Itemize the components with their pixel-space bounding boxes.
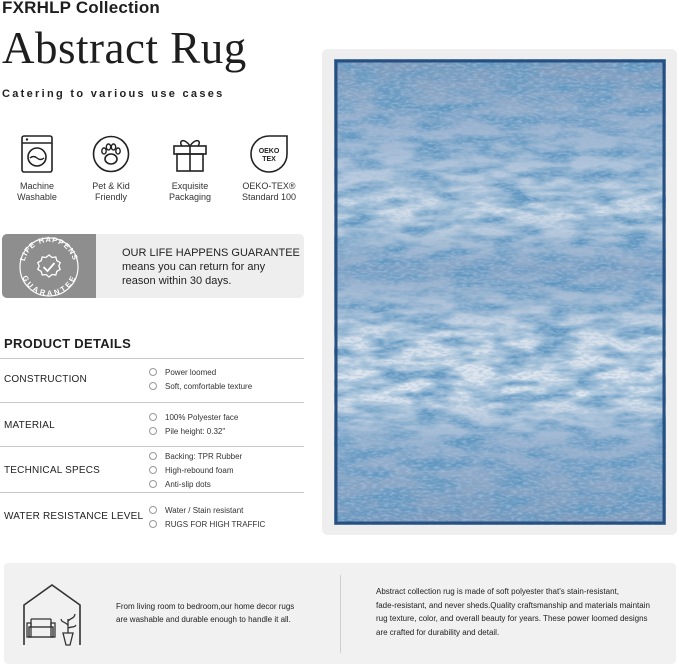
- washing-machine-icon: [17, 134, 57, 174]
- row-value: RUGS FOR HIGH TRAFFIC: [149, 518, 265, 532]
- row-value: Soft, comfortable texture: [149, 380, 252, 394]
- row-value: High-rebound foam: [149, 464, 242, 478]
- row-label: MATERIAL: [4, 420, 55, 431]
- bottom-right-line: fade-resistant, and never sheds.Quality craftsmanship and materials maintain: [376, 600, 650, 610]
- row-value: 100% Polyester face: [149, 411, 238, 425]
- feature-oeko-tex: [234, 132, 304, 203]
- feature-line: Friendly: [94, 192, 127, 202]
- feature-line: Pet & Kid: [92, 181, 130, 191]
- bottom-divider: [340, 575, 341, 653]
- svg-text:LIFE HAPPENS: [18, 235, 80, 262]
- row-label: CONSTRUCTION: [4, 374, 87, 385]
- guarantee-badge-bottom: GUARANTEE: [20, 273, 78, 298]
- feature-line: Exquisite: [171, 181, 209, 191]
- feature-pet-kid: [76, 132, 146, 203]
- row-value: Water / Stain resistant: [149, 504, 265, 518]
- row-label: WATER RESISTANCE LEVEL: [4, 511, 144, 522]
- feature-packaging: [155, 132, 225, 203]
- bottom-left-line: From living room to bedroom,our home decor rugs: [116, 602, 295, 611]
- table-row: [0, 446, 304, 492]
- tagline: Catering to various use cases: [2, 88, 225, 100]
- guarantee-line: reason within 30 days.: [122, 275, 232, 287]
- feature-line: Packaging: [168, 192, 212, 202]
- guarantee-text: [122, 246, 300, 288]
- rug-image-frame: [322, 49, 677, 535]
- bottom-banner: [4, 563, 676, 664]
- guarantee-line: OUR LIFE HAPPENS GUARANTEE: [122, 247, 300, 259]
- row-label: TECHNICAL SPECS: [4, 465, 100, 476]
- feature-line: OEKO-TEX®: [242, 181, 296, 191]
- bottom-right-line: Abstract collection rug is made of soft polyester that's stain-resistant,: [376, 587, 619, 596]
- table-row: [0, 402, 304, 446]
- bottom-right-line: are crafted for durability and detail.: [376, 627, 500, 637]
- oeko-tex-icon: [249, 134, 289, 174]
- bottom-left-line: are washable and durable enough to handle it all.: [116, 615, 291, 624]
- row-value: Anti-slip dots: [149, 478, 242, 492]
- product-details-table: [0, 358, 304, 536]
- row-value: Pile height: 0.32": [149, 425, 238, 439]
- product-title: Abstract Rug: [2, 23, 247, 73]
- rug-image: [334, 59, 666, 525]
- bottom-right-text: [376, 585, 661, 639]
- bottom-left-text: [116, 600, 294, 626]
- feature-machine-washable: [2, 132, 72, 203]
- paw-icon: [91, 134, 131, 174]
- gift-box-icon: [170, 134, 210, 174]
- home-sofa-icon: [20, 581, 84, 647]
- guarantee-badge-top: LIFE HAPPENS: [17, 234, 81, 263]
- table-row: [0, 492, 304, 536]
- guarantee-line: means you can return for any: [122, 261, 266, 273]
- features-row: [0, 132, 310, 212]
- guarantee-panel: [2, 234, 304, 298]
- guarantee-badge: [2, 234, 96, 298]
- brand-name: FXRHLP Collection: [2, 0, 160, 17]
- table-row: [0, 358, 304, 402]
- feature-line: Standard 100: [241, 192, 297, 202]
- feature-line: Machine: [19, 181, 55, 191]
- oeko-badge-text: OEKO: [258, 148, 280, 155]
- bottom-right-line: rug texture, color, and overall beauty for years. These power loomed designs: [376, 614, 648, 623]
- feature-line: Washable: [17, 192, 57, 202]
- oeko-badge-text: TEX: [262, 156, 276, 163]
- row-value: Backing: TPR Rubber: [149, 450, 242, 464]
- product-details-title: PRODUCT DETAILS: [4, 336, 132, 351]
- guarantee-seal-icon: [2, 234, 96, 298]
- row-value: Power loomed: [149, 366, 252, 380]
